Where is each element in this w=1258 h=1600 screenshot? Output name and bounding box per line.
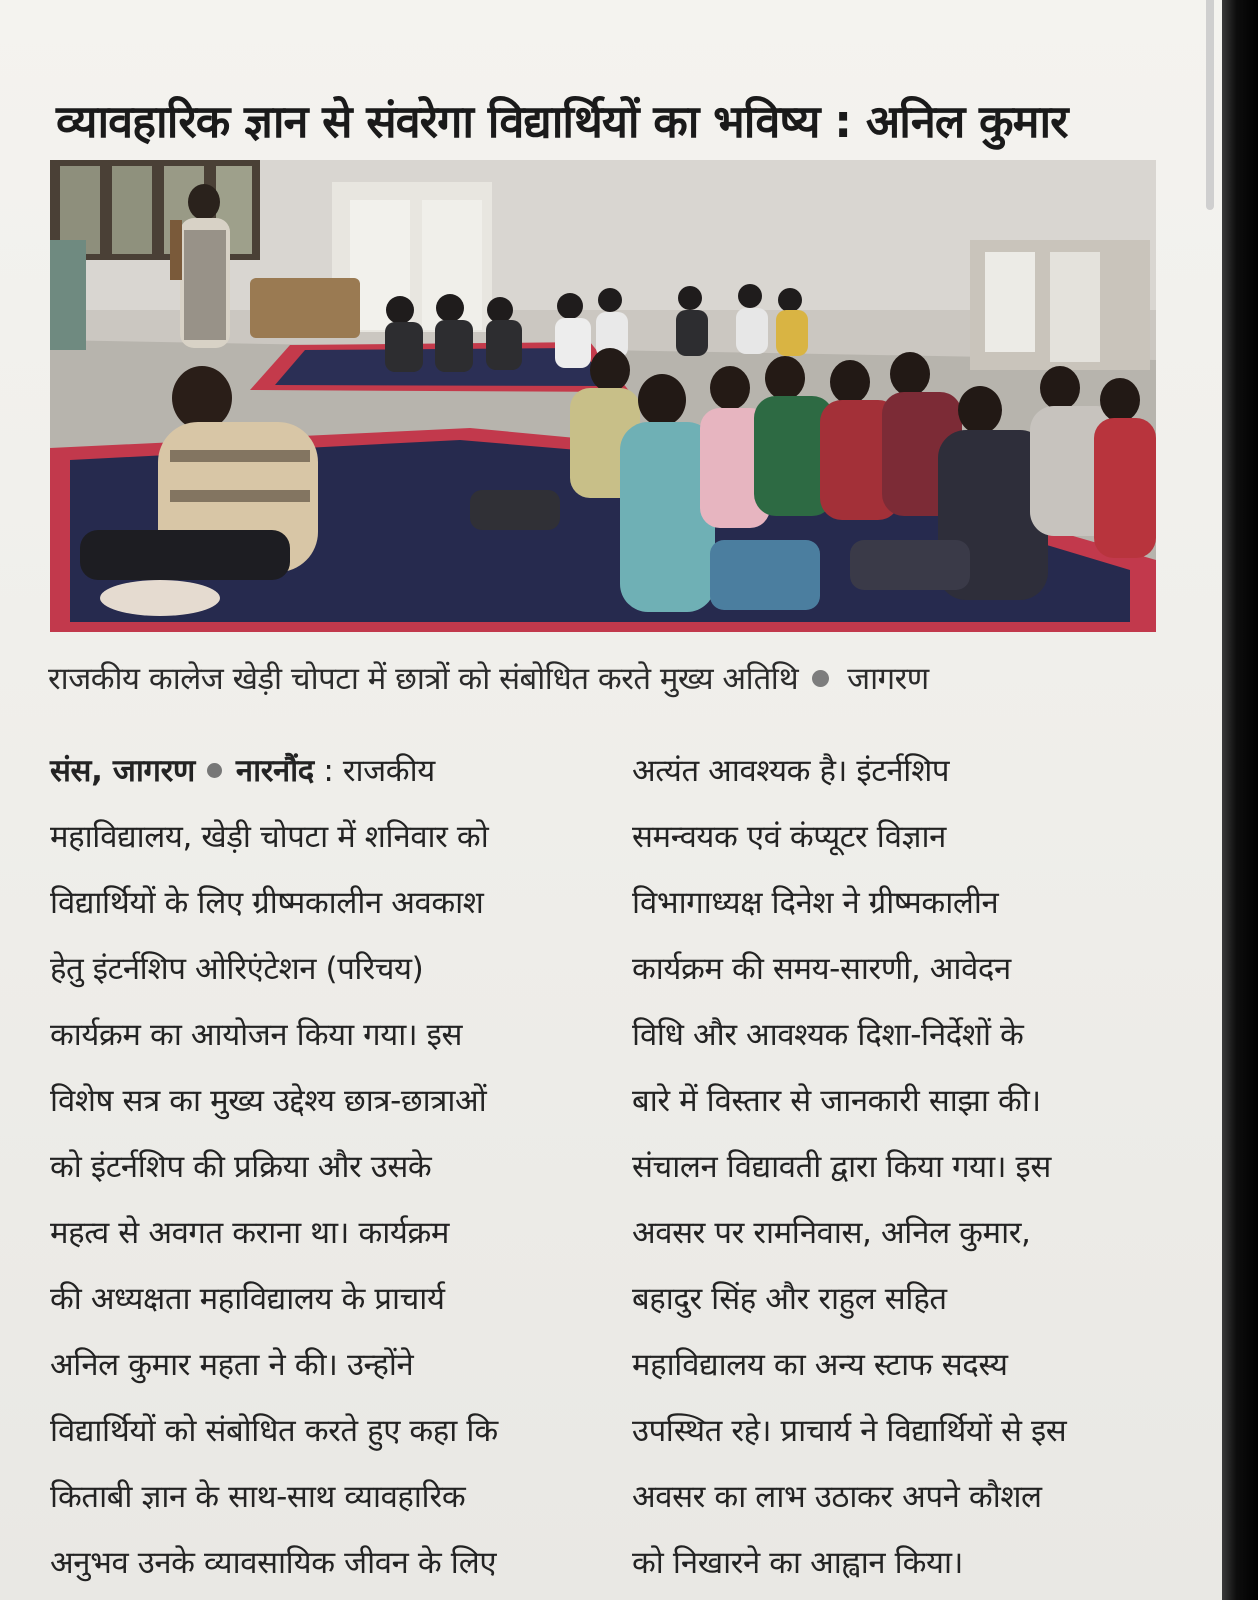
byline-line (50, 738, 590, 804)
text-line: विशेष सत्र का मुख्य उद्देश्य छात्र-छात्राओं (50, 1083, 487, 1119)
text-line: विद्यार्थियों को संबोधित करते हुए कहा कि (50, 1413, 498, 1449)
article-column-right (632, 738, 1152, 1596)
news-photo (50, 160, 1156, 632)
photo-credit: जागरण (847, 661, 929, 697)
text-line: बारे में विस्तार से जानकारी साझा की। (632, 1083, 1041, 1119)
text-line: हेतु इंटर्नशिप ओरिएंटेशन (परिचय) (50, 951, 424, 987)
headline: व्यावहारिक ज्ञान से संवरेगा विद्यार्थियों का भविष्य : अनिल कुमार (56, 95, 1068, 148)
screen-edge (1222, 0, 1258, 1600)
bullet-dot-icon (812, 670, 829, 687)
text-line: उपस्थित रहे। प्राचार्य ने विद्यार्थियों से इस (632, 1413, 1067, 1449)
byline-source: संस, जागरण (50, 753, 195, 789)
byline-separator: : (323, 753, 334, 789)
scrollbar-thumb[interactable] (1206, 0, 1214, 210)
text-line: विधि और आवश्यक दिशा-निर्देशों के (632, 1017, 1024, 1053)
text-line: अत्यंत आवश्यक है। इंटर्नशिप (632, 753, 950, 789)
text-line: अनुभव उनके व्यावसायिक जीवन के लिए (50, 1545, 497, 1581)
text-line: कार्यक्रम का आयोजन किया गया। इस (50, 1017, 463, 1053)
text-line: विद्यार्थियों के लिए ग्रीष्मकालीन अवकाश (50, 885, 484, 921)
photo-caption (48, 656, 1148, 702)
text-line: को निखारने का आह्वान किया। (632, 1545, 964, 1581)
caption-text: राजकीय कालेज खेड़ी चोपटा में छात्रों को संबोधित करते मुख्य अतिथि (48, 661, 799, 697)
byline-place: नारनौंद (235, 753, 314, 789)
text-line: राजकीय (342, 753, 435, 789)
text-line: कार्यक्रम की समय-सारणी, आवेदन (632, 951, 1011, 987)
students-hall-photo (50, 160, 1156, 632)
text-line: समन्वयक एवं कंप्यूटर विज्ञान (632, 819, 946, 855)
text-line: संचालन विद्यावती द्वारा किया गया। इस (632, 1149, 1051, 1185)
text-line: किताबी ज्ञान के साथ-साथ व्यावहारिक (50, 1479, 466, 1515)
bullet-dot-icon (207, 763, 222, 778)
text-line: की अध्यक्षता महाविद्यालय के प्राचार्य (50, 1281, 445, 1317)
text-line: महाविद्यालय, खेड़ी चोपटा में शनिवार को (50, 819, 489, 855)
text-line: अनिल कुमार महता ने की। उन्होंने (50, 1347, 414, 1383)
text-line: बहादुर सिंह और राहुल सहित (632, 1281, 947, 1317)
text-line: महाविद्यालय का अन्य स्टाफ सदस्य (632, 1347, 1008, 1383)
article-column-left (50, 738, 590, 1596)
text-line: विभागाध्यक्ष दिनेश ने ग्रीष्मकालीन (632, 885, 999, 921)
text-line: को इंटर्नशिप की प्रक्रिया और उसके (50, 1149, 432, 1185)
text-line: अवसर का लाभ उठाकर अपने कौशल (632, 1479, 1042, 1515)
text-line: अवसर पर रामनिवास, अनिल कुमार, (632, 1215, 1031, 1251)
text-line: महत्व से अवगत कराना था। कार्यक्रम (50, 1215, 450, 1251)
